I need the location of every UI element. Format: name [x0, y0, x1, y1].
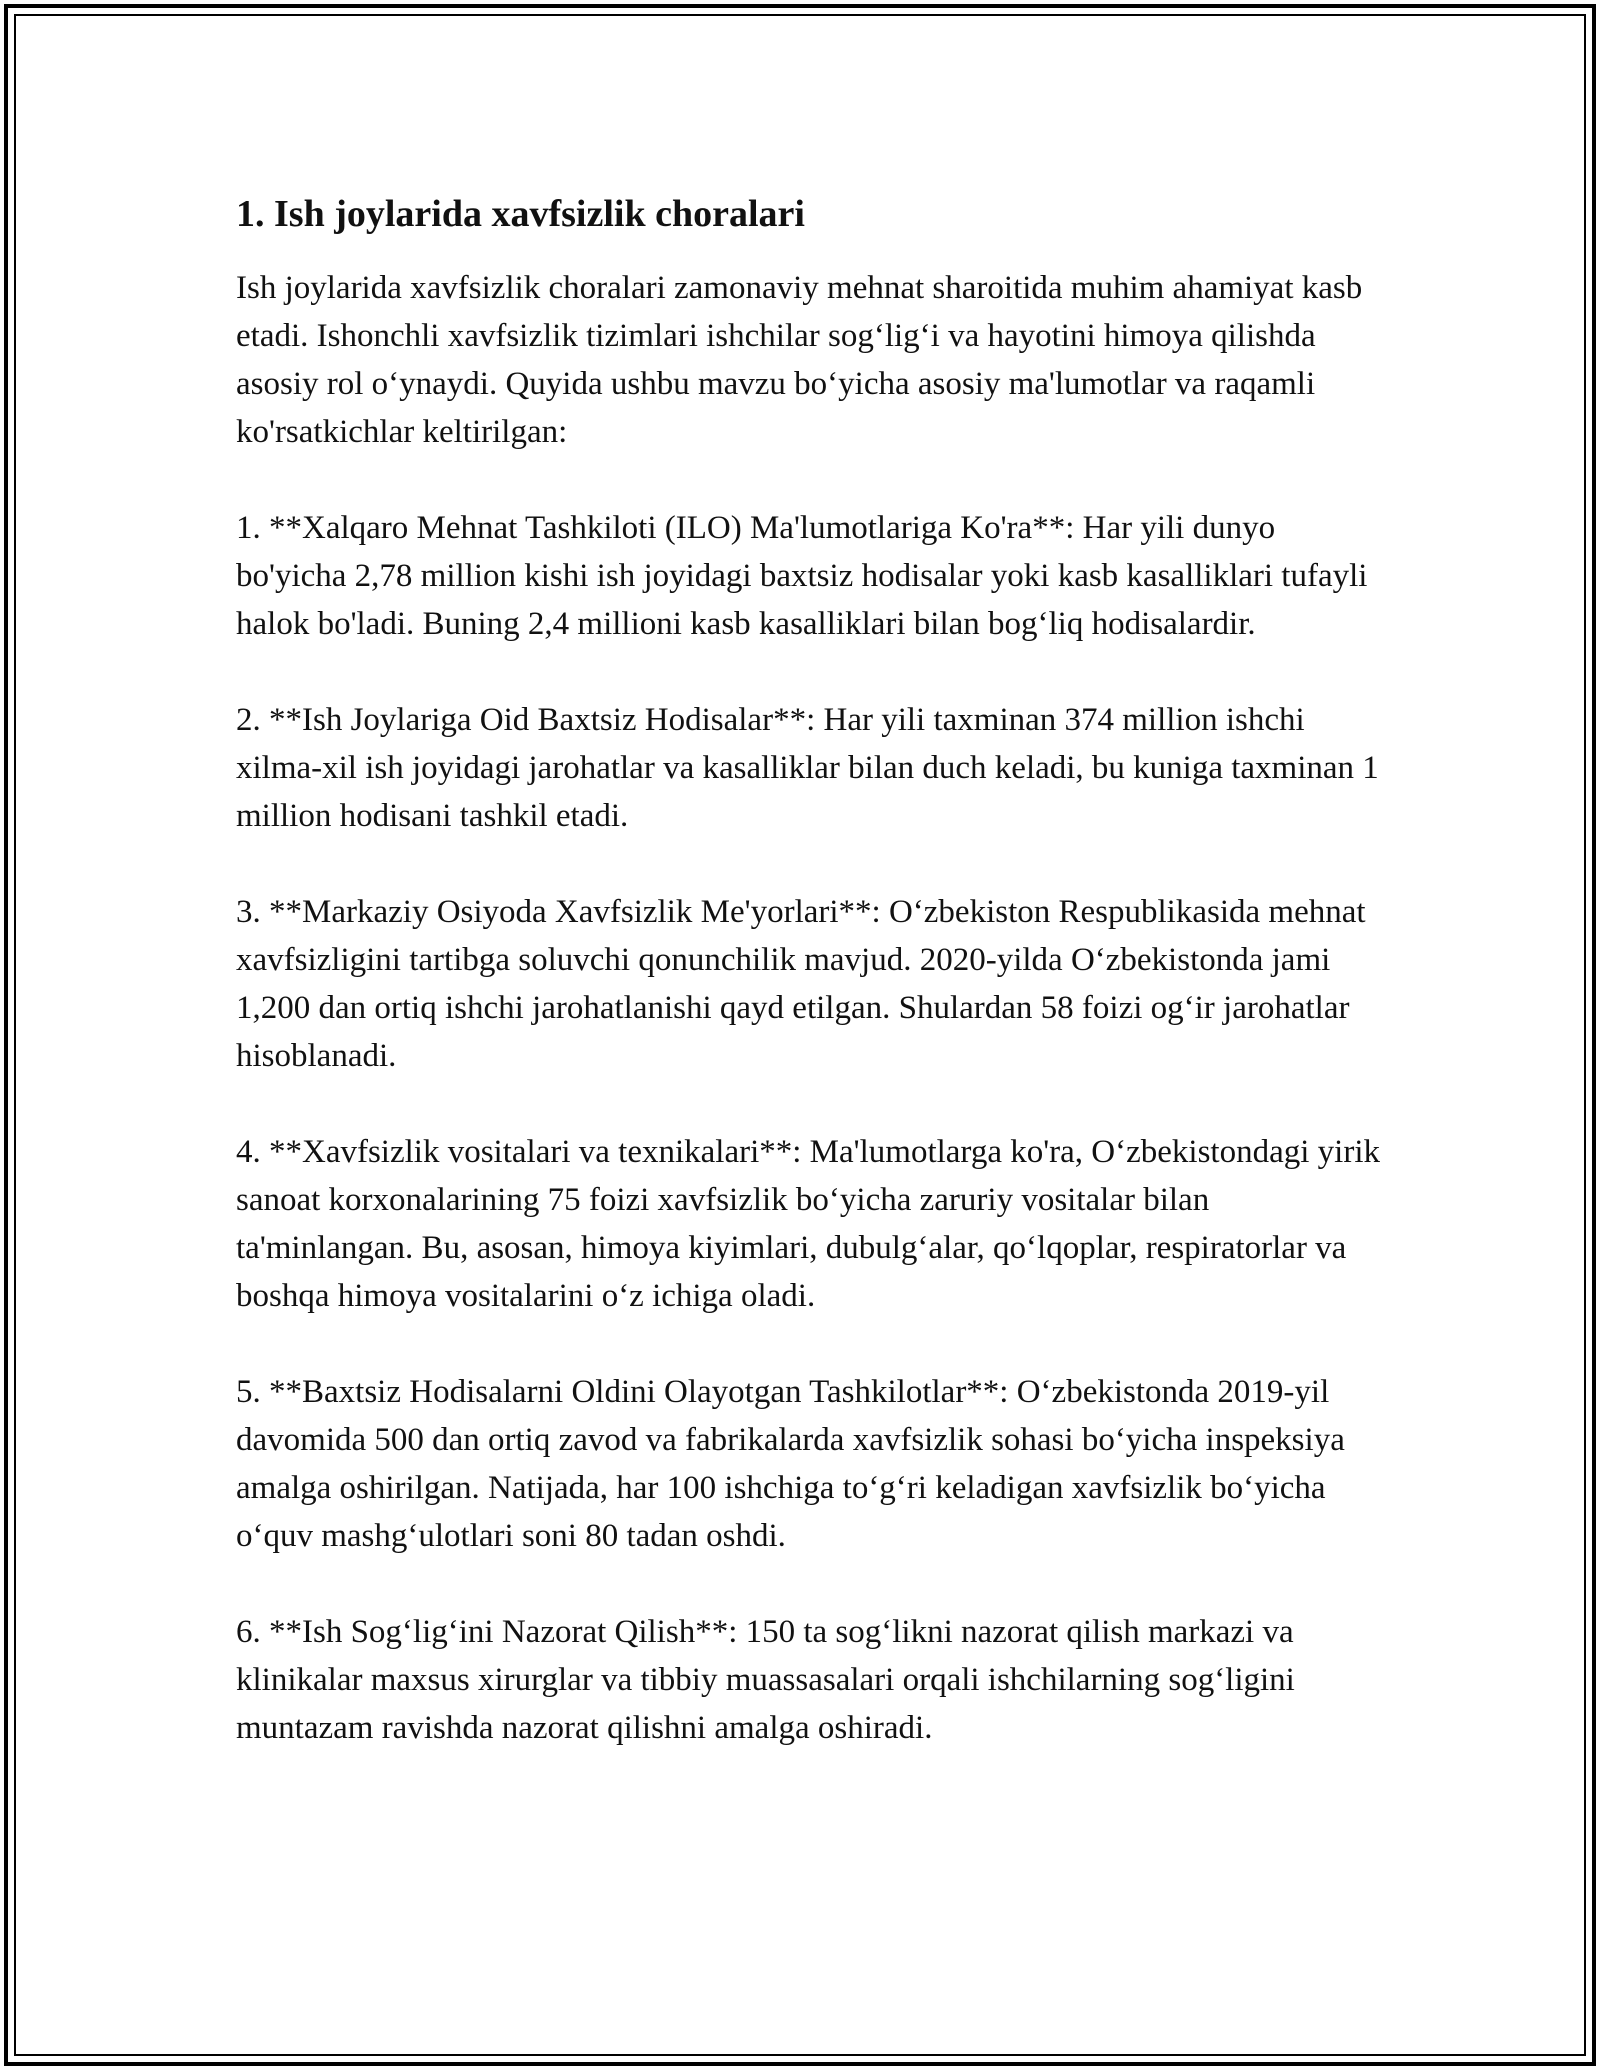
- document-title: 1. Ish joylarida xavfsizlik choralari: [236, 193, 805, 235]
- list-item-health-monitoring: 6. **Ish Sog‘lig‘ini Nazorat Qilish**: 150 ta sog‘likni nazorat qilish markazi va klinikalar maxsus xirurglar va tibbiy muassasalari orqali ishchilarning sog‘ligini muntazam ravishda nazorat qilishni amalga oshiradi.: [236, 1614, 1295, 1746]
- list-item-central-asia-standards: 3. **Markaziy Osiyoda Xavfsizlik Me'yorlari**: O‘zbekiston Respublikasida mehnat xavfsizligini tartibga soluvchi qonunchilik mavjud. 2020-yilda O‘zbekistonda jami 1,200 dan ortiq ishchi jarohatlanishi qayd etilgan. Shulardan 58 foizi og‘ir jarohatlar hisoblanadi.: [236, 894, 1366, 1074]
- list-item-ilo: 1. **Xalqaro Mehnat Tashkiloti (ILO) Ma'lumotlariga Ko'ra**: Har yili dunyo bo'yicha 2,78 million kishi ish joyidagi baxtsiz hodisalar yoki kasb kasalliklari tufayli halok bo'ladi. Buning 2,4 millioni kasb kasalliklari bilan bog‘liq hodisalardir.: [236, 510, 1368, 642]
- list-item-prevention-organizations: 5. **Baxtsiz Hodisalarni Oldini Olayotgan Tashkilotlar**: O‘zbekistonda 2019-yil davomida 500 dan ortiq zavod va fabrikalarda xavfsizlik sohasi bo‘yicha inspeksiya amalga oshirilgan. Natijada, har 100 ishchiga to‘g‘ri keladigan xavfsizlik bo‘yicha o‘quv mashg‘ulotlari soni 80 tadan oshdi.: [236, 1374, 1345, 1554]
- intro-paragraph: Ish joylarida xavfsizlik choralari zamonaviy mehnat sharoitida muhim ahamiyat kasb etadi. Ishonchli xavfsizlik tizimlari ishchilar sog‘lig‘i va hayotini himoya qilishda asosiy rol o‘ynaydi. Quyida ushbu mavzu bo‘yicha asosiy ma'lumotlar va raqamli ko'rsatkichlar keltirilgan:: [236, 270, 1363, 450]
- list-item-safety-equipment: 4. **Xavfsizlik vositalari va texnikalari**: Ma'lumotlarga ko'ra, O‘zbekistondagi yirik sanoat korxonalarining 75 foizi xavfsizlik bo‘yicha zaruriy vositalar bilan ta'minlangan. Bu, asosan, himoya kiyimlari, dubulg‘alar, qo‘lqoplar, respiratorlar va boshqa himoya vositalarini o‘z ichiga oladi.: [236, 1134, 1380, 1314]
- document-body: [236, 186, 1386, 1800]
- list-item-accidents: 2. **Ish Joylariga Oid Baxtsiz Hodisalar**: Har yili taxminan 374 million ishchi xilma-xil ish joyidagi jarohatlar va kasalliklar bilan duch keladi, bu kuniga taxminan 1 million hodisani tashkil etadi.: [236, 702, 1379, 834]
